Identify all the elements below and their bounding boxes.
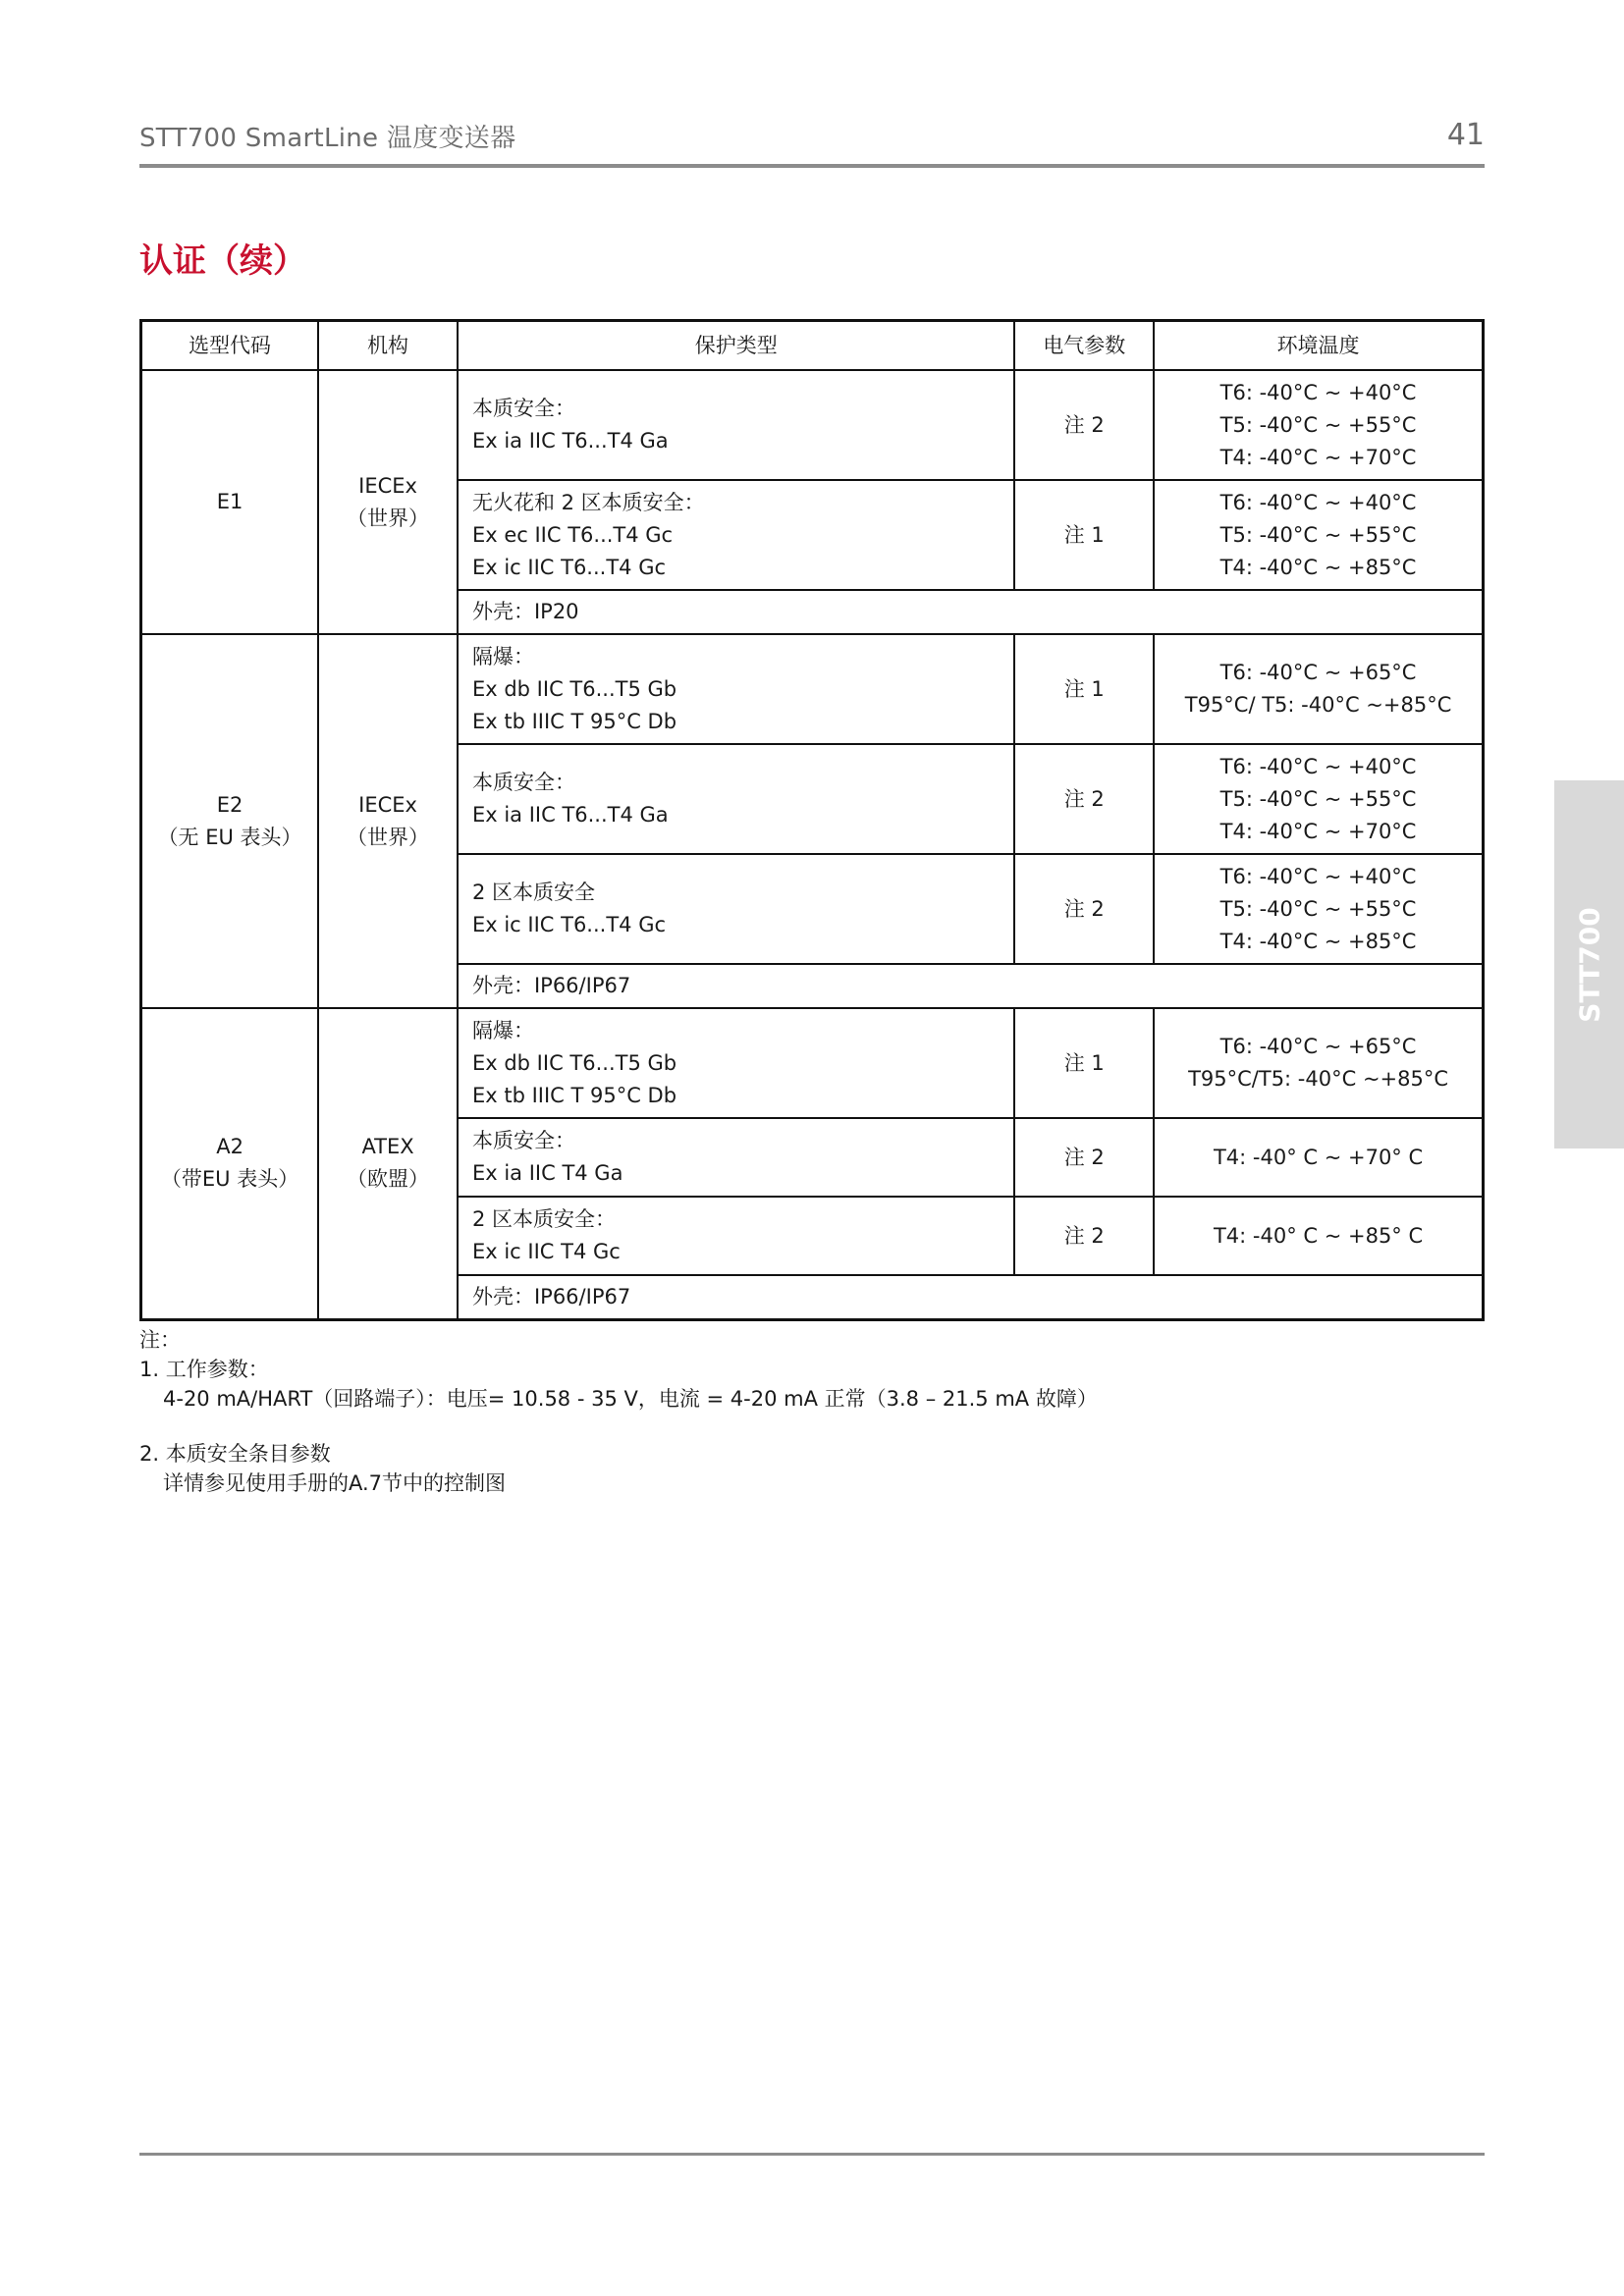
enclosure-cell: 外壳：IP66/IP67 bbox=[458, 1275, 1484, 1319]
header-protection-type: 保护类型 bbox=[458, 321, 1014, 371]
model-code-note: （无 EU 表头） bbox=[157, 825, 302, 849]
model-code: E1 bbox=[216, 490, 244, 513]
protection-line: Ex tb IIIC T 95°C Db bbox=[471, 1083, 677, 1107]
temp-cell bbox=[1154, 1118, 1483, 1197]
param-cell: 注 1 bbox=[1014, 480, 1154, 590]
protection-line: Ex db IIC T6...T5 Gb bbox=[471, 676, 677, 701]
protection-line: Ex tb IIIC T 95°C Db bbox=[471, 709, 677, 733]
notes-section bbox=[139, 1325, 1098, 1498]
agency-name: IECEx bbox=[358, 473, 417, 498]
param-cell: 注 2 bbox=[1014, 744, 1154, 854]
protection-line: Ex ia IIC T6...T4 Ga bbox=[471, 429, 669, 453]
param-cell: 注 2 bbox=[1014, 1118, 1154, 1197]
temp-line: T4: -40° C ~ +70° C bbox=[1213, 1145, 1424, 1169]
temp-line: T6: -40°C ~ +65°C bbox=[1219, 1035, 1417, 1058]
protection-cell bbox=[458, 634, 1014, 744]
header-agency: 机构 bbox=[318, 321, 458, 371]
temp-cell bbox=[1154, 1008, 1483, 1118]
agency-region: （世界） bbox=[347, 825, 430, 849]
param-cell: 注 1 bbox=[1014, 634, 1154, 744]
protection-line: Ex ic IIC T6...T4 Gc bbox=[471, 913, 667, 936]
note-title: 1. 工作参数： bbox=[139, 1358, 269, 1381]
temp-cell bbox=[1154, 744, 1483, 854]
side-tab bbox=[1554, 780, 1624, 1148]
protection-line: Ex ia IIC T4 Ga bbox=[471, 1161, 623, 1185]
temp-cell bbox=[1154, 480, 1483, 590]
header-title: STT700 SmartLine 温度变送器 bbox=[139, 124, 516, 153]
agency-region: （世界） bbox=[347, 506, 430, 530]
temp-line: T4: -40°C ~ +85°C bbox=[1219, 555, 1417, 579]
protection-line: Ex ia IIC T6...T4 Ga bbox=[471, 803, 669, 827]
enclosure-cell: 外壳：IP20 bbox=[458, 590, 1484, 634]
temp-line: T4: -40°C ~ +70°C bbox=[1219, 445, 1417, 469]
temp-line: T6: -40°C ~ +65°C bbox=[1219, 661, 1417, 684]
temp-cell bbox=[1154, 854, 1483, 964]
temp-line: T5: -40°C ~ +55°C bbox=[1219, 522, 1417, 547]
notes-spacer bbox=[139, 1414, 1098, 1439]
note-detail: 详情参见使用手册的A.7节中的控制图 bbox=[163, 1471, 507, 1495]
temp-cell bbox=[1154, 370, 1483, 480]
protection-line: 2 区本质安全 bbox=[471, 881, 596, 904]
temp-line: T5: -40°C ~ +55°C bbox=[1219, 786, 1417, 811]
table-row bbox=[141, 1008, 1484, 1118]
param-cell: 注 2 bbox=[1014, 1197, 1154, 1275]
note-detail: 4-20 mA/HART（回路端子）：电压= 10.58 - 35 V，电流 = 4-20 mA 正常（3.8 – 21.5 mA 故障） bbox=[163, 1387, 1098, 1411]
agency-cell bbox=[318, 1008, 458, 1319]
temp-line: T95°C/ T5: -40°C ~+85°C bbox=[1184, 693, 1452, 717]
temp-line: T95°C/T5: -40°C ~+85°C bbox=[1188, 1067, 1449, 1091]
table-row bbox=[141, 634, 1484, 744]
protection-line: Ex db IIC T6...T5 Gb bbox=[471, 1050, 677, 1075]
protection-line: Ex ic IIC T4 Gc bbox=[471, 1240, 621, 1263]
side-tab-label: STT700 bbox=[1573, 906, 1605, 1023]
temp-cell bbox=[1154, 1197, 1483, 1275]
agency-cell bbox=[318, 370, 458, 634]
model-code-cell bbox=[141, 1008, 319, 1319]
protection-cell bbox=[458, 854, 1014, 964]
protection-cell bbox=[458, 744, 1014, 854]
protection-line: 本质安全： bbox=[471, 771, 575, 794]
temp-line: T4: -40° C ~ +85° C bbox=[1213, 1223, 1424, 1248]
temp-line: T5: -40°C ~ +55°C bbox=[1219, 412, 1417, 437]
protection-line: 2 区本质安全： bbox=[471, 1207, 617, 1231]
table-header-row bbox=[141, 321, 1484, 371]
param-cell: 注 1 bbox=[1014, 1008, 1154, 1118]
header-electrical-params: 电气参数 bbox=[1014, 321, 1154, 371]
model-code: E2 bbox=[216, 792, 244, 817]
header-model-code: 选型代码 bbox=[141, 321, 319, 371]
protection-line: 无火花和 2 区本质安全： bbox=[471, 490, 705, 514]
certification-table bbox=[139, 319, 1485, 1321]
protection-line: 本质安全： bbox=[471, 1129, 575, 1152]
temp-line: T6: -40°C ~ +40°C bbox=[1219, 490, 1417, 514]
note-title: 2. 本质安全条目参数 bbox=[139, 1442, 331, 1466]
model-code-note: （带EU 表头） bbox=[160, 1167, 299, 1192]
page-number: 41 bbox=[1446, 118, 1485, 152]
temp-line: T6: -40°C ~ +40°C bbox=[1219, 754, 1417, 778]
protection-cell bbox=[458, 370, 1014, 480]
agency-region: （欧盟） bbox=[347, 1167, 430, 1192]
temp-line: T4: -40°C ~ +85°C bbox=[1219, 929, 1417, 953]
enclosure-cell: 外壳：IP66/IP67 bbox=[458, 964, 1484, 1008]
protection-line: 隔爆： bbox=[471, 644, 534, 668]
protection-cell bbox=[458, 1008, 1014, 1118]
param-cell: 注 2 bbox=[1014, 370, 1154, 480]
table-row bbox=[141, 370, 1484, 480]
footer-divider bbox=[139, 2153, 1485, 2156]
model-code: A2 bbox=[216, 1135, 244, 1159]
header-divider bbox=[139, 164, 1485, 168]
temp-line: T6: -40°C ~ +40°C bbox=[1219, 380, 1417, 404]
temp-cell bbox=[1154, 634, 1483, 744]
protection-line: 本质安全： bbox=[471, 397, 575, 420]
agency-name: IECEx bbox=[358, 792, 417, 817]
model-code-cell bbox=[141, 370, 319, 634]
notes-heading: 注： bbox=[139, 1328, 181, 1352]
protection-cell bbox=[458, 1118, 1014, 1197]
temp-line: T6: -40°C ~ +40°C bbox=[1219, 864, 1417, 888]
temp-line: T5: -40°C ~ +55°C bbox=[1219, 896, 1417, 921]
protection-line: Ex ec IIC T6...T4 Gc bbox=[471, 522, 674, 547]
protection-cell bbox=[458, 1197, 1014, 1275]
protection-line: 隔爆： bbox=[471, 1018, 534, 1042]
protection-cell bbox=[458, 480, 1014, 590]
header-ambient-temp: 环境温度 bbox=[1154, 321, 1483, 371]
protection-line: Ex ic IIC T6...T4 Gc bbox=[471, 555, 667, 579]
agency-name: ATEX bbox=[361, 1135, 414, 1159]
temp-line: T4: -40°C ~ +70°C bbox=[1219, 819, 1417, 843]
agency-cell bbox=[318, 634, 458, 1008]
param-cell: 注 2 bbox=[1014, 854, 1154, 964]
model-code-cell bbox=[141, 634, 319, 1008]
section-title: 认证（续） bbox=[139, 241, 306, 281]
